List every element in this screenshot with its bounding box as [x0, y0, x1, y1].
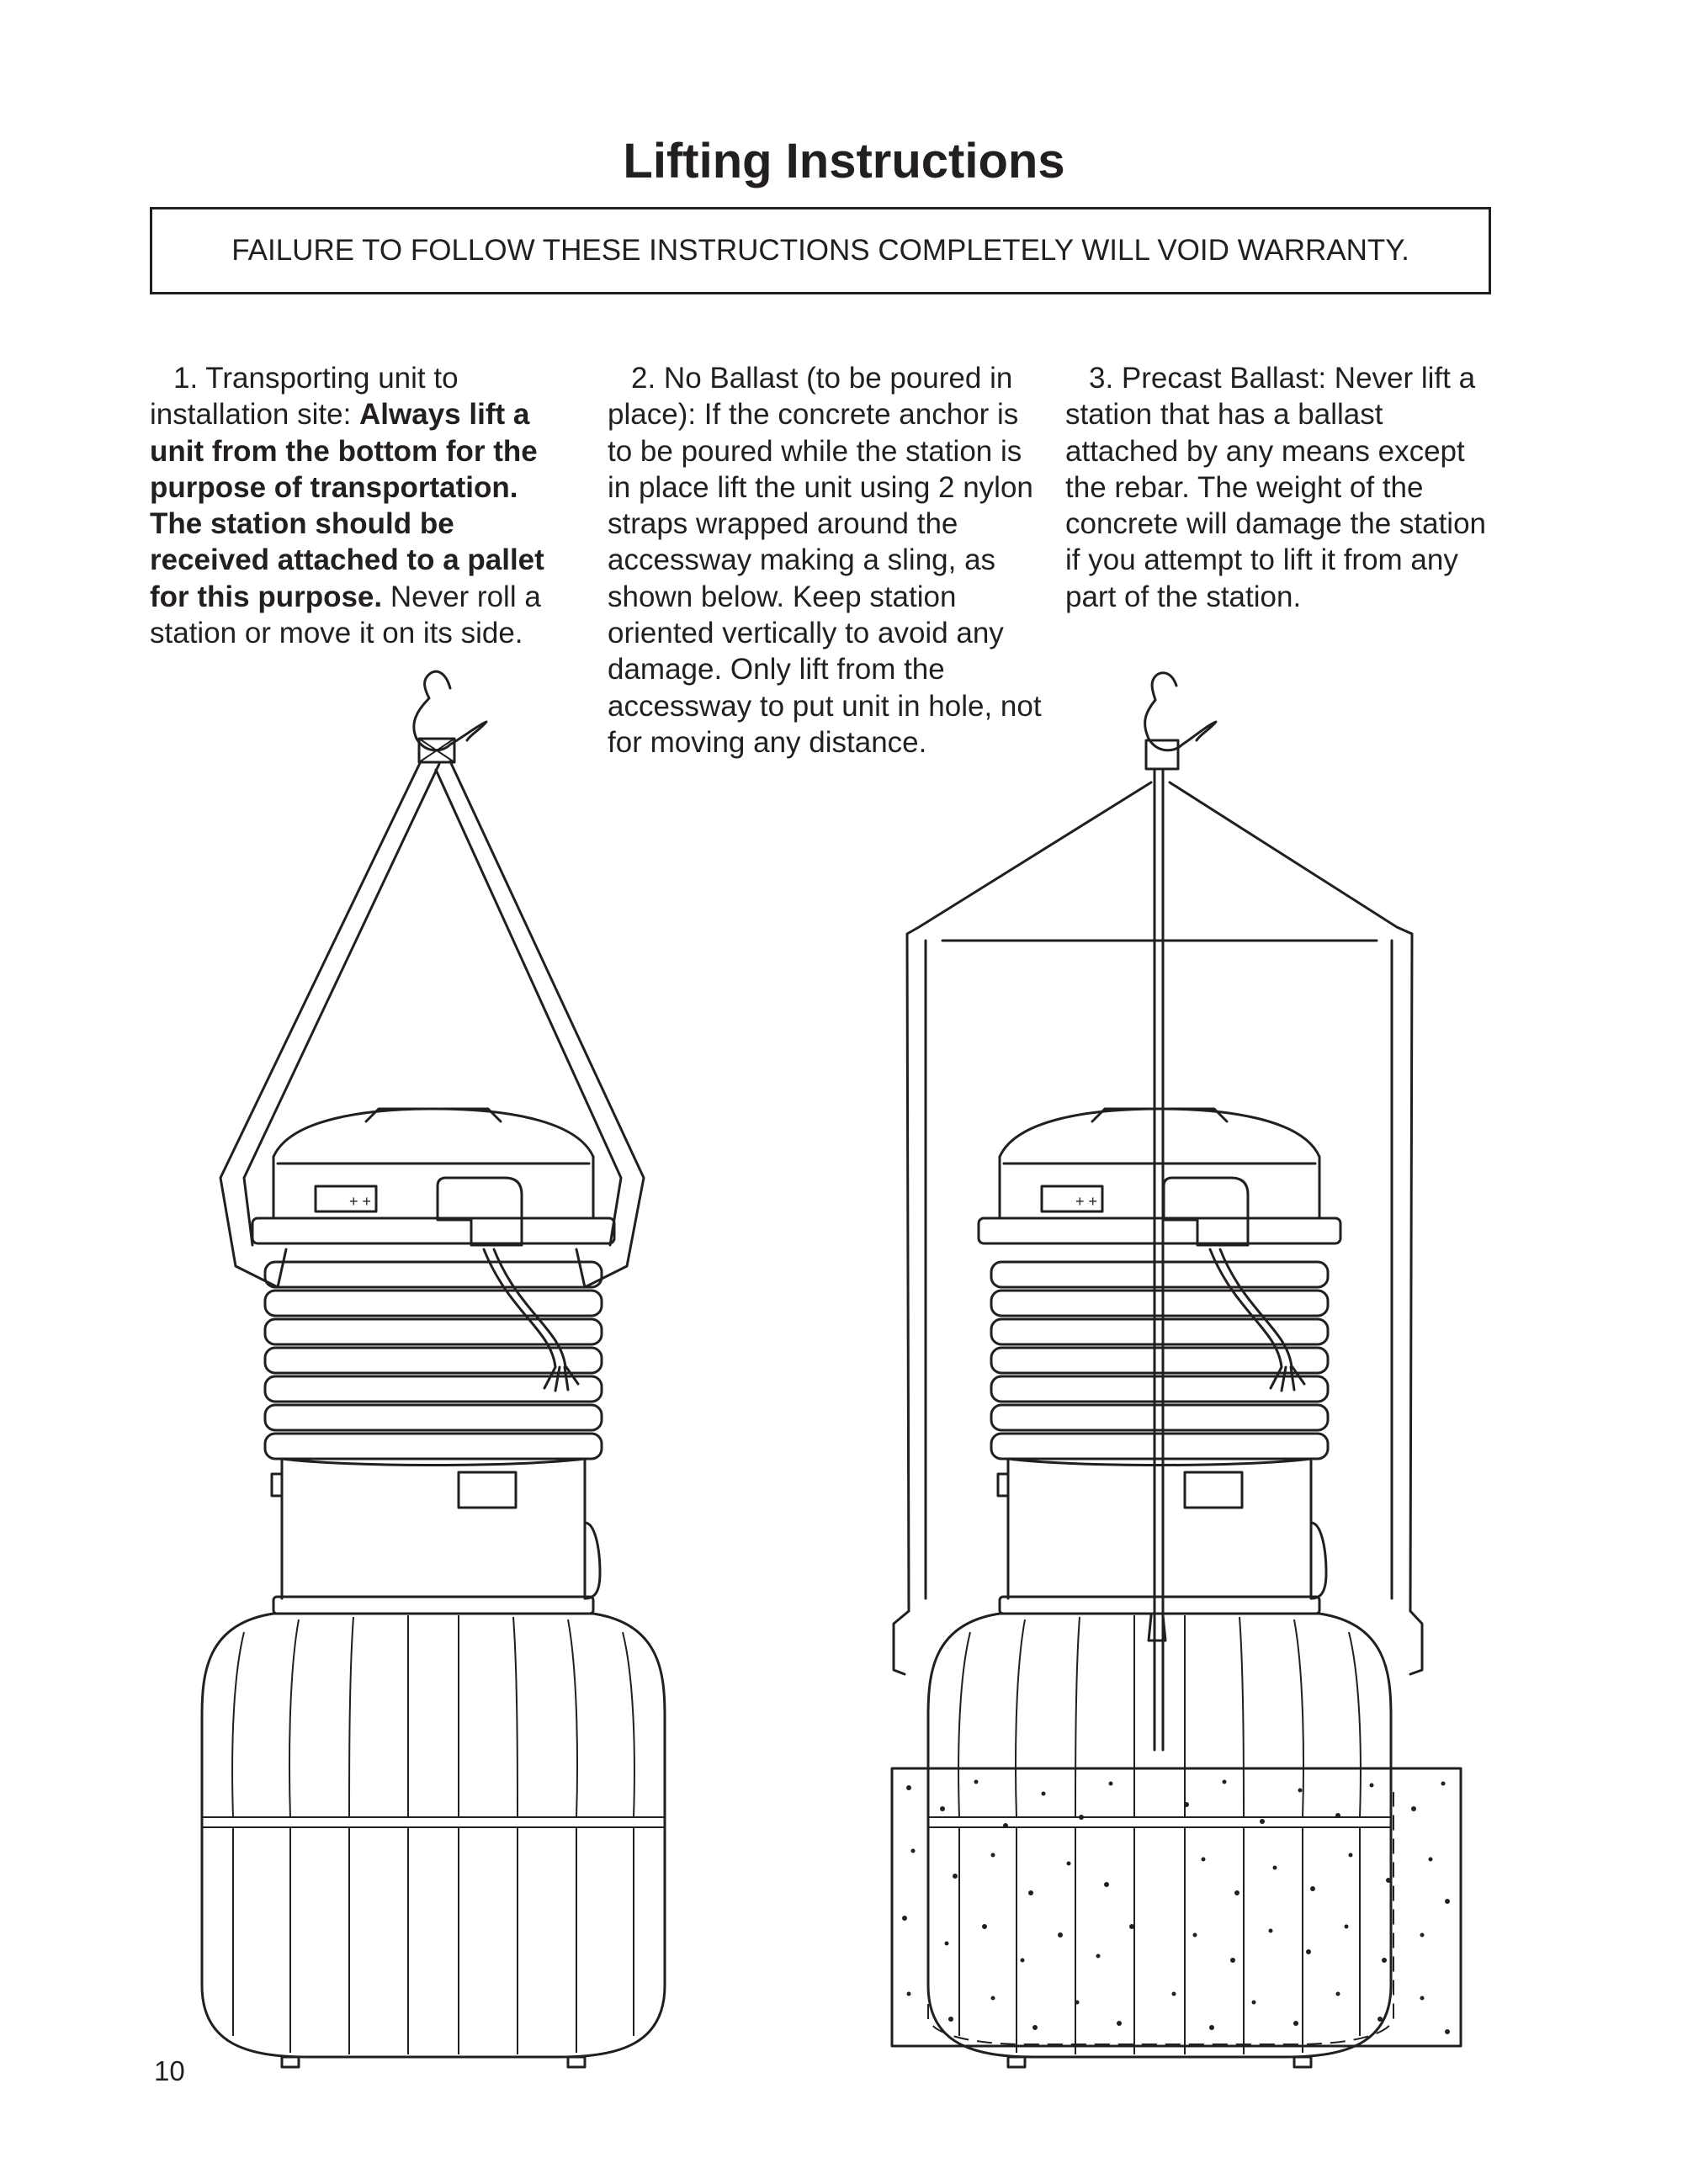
step-1-bold: Always lift a unit from the bottom for the purpose of transportation. The station should be received attached to a pallet for this purpose.	[150, 398, 544, 613]
terminal-marks-right: + +	[1075, 1193, 1098, 1210]
page-number: 10	[154, 2055, 185, 2086]
step-1-lead: 1. Transporting unit to installation site:	[150, 362, 459, 432]
warranty-warning-text: FAILURE TO FOLLOW THESE INSTRUCTIONS COMPLETELY WILL VOID WARRANTY.	[231, 234, 1409, 267]
left-sling-strap	[220, 761, 439, 1287]
step-2-paragraph: 2. No Ballast (to be poured in place): If the concrete anchor is to be poured while the station is in place lift the unit using 2 nylon straps wrapped around the accessway making a sling, as shown below. Keep station oriented vertically to avoid any damage. Only lift from the accessway to put unit in hole, not for moving any distance.	[608, 362, 1042, 759]
precast-ballast-block	[892, 1768, 1461, 2046]
page-title: Lifting Instructions	[623, 134, 1065, 188]
step-3-paragraph: 3. Precast Ballast: Never lift a station that has a ballast attached by any means except the rebar. The weight of the concrete will damage the station if you attempt to lift it from any part of the station.	[1065, 362, 1486, 613]
terminal-marks-left: + +	[349, 1193, 372, 1210]
step-1-tail: Never roll a station or move it on its side.	[150, 580, 541, 650]
left-station-illustration	[202, 671, 665, 2067]
right-hook	[1145, 673, 1216, 750]
right-station-illustration	[892, 673, 1461, 2067]
right-hook-block	[1146, 740, 1178, 769]
rebar-lift-cable	[1155, 769, 1163, 1750]
